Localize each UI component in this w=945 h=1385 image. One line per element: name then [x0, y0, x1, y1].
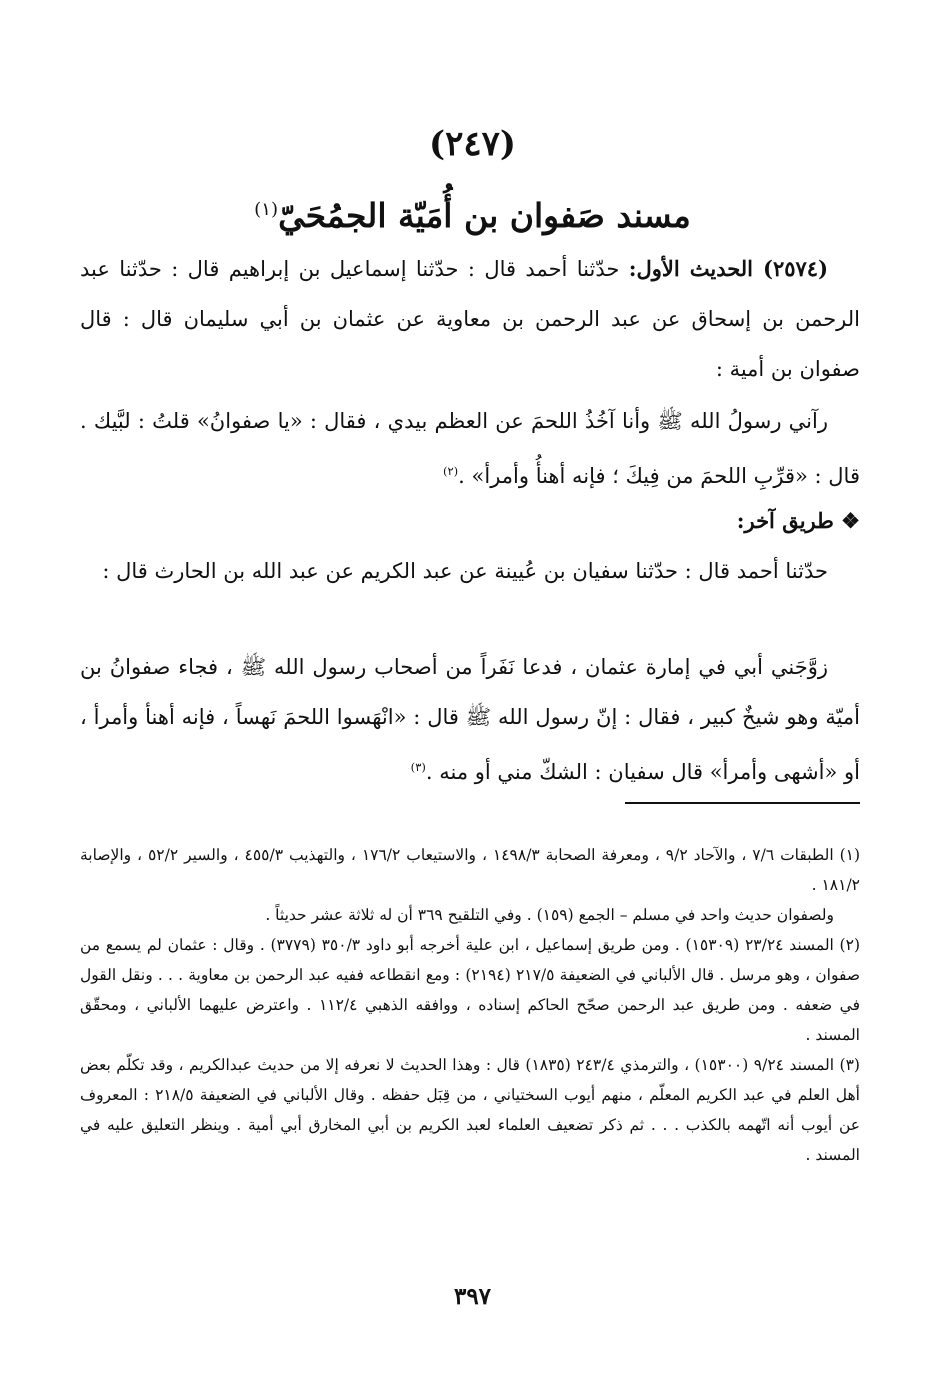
- hadith-1-chain: [80, 244, 860, 394]
- hadith-1-lead: (٢٥٧٤) الحديث الأول:: [628, 256, 829, 281]
- chapter-number: (٢٤٧): [429, 124, 516, 164]
- hadith-1-matn: [80, 396, 860, 501]
- footnote-2: (٢) المسند ٢٣/٢٤ (١٥٣٠٩) . ومن طريق إسماعيل ، ابن علية أخرجه أبو داود ٣٥٠/٣ (٣٧٧٩) . وقال : عثمان لم يسمع من صفوان ، وهو مرسل . قال الألباني في الضعيفة ٢١٧/٥ (٢١٩٤) : ومع انقطاعه ففيه عبد الرحمن بن معاوية . . . ونقل القول في ضعفه . ومن طريق عبد الرحمن صحّح الحاكم إسناده ، ووافقه الذهبي ١١٢/٤ . واعترض عليهما الألباني ، ومحقّق المسند .: [80, 936, 860, 1044]
- footnote-3: (٣) المسند ٩/٢٤ (١٥٣٠٠) ، والترمذي ٢٤٣/٤ (١٨٣٥) قال : وهذا الحديث لا نعرفه إلا من حديث عبدالكريم ، وقد تكلّم بعض أهل العلم في عبد الكريم المعلّم ، منهم أيوب السختياني ، من قِبَل حفظه . وقال الألباني في الضعيفة ٢١٨/٥ : المعروف عن أيوب أنه اتّهمه بالكذب . . . ثم ذكر تضعيف العلماء لعبد الكريم بن أبي المخارق أبي أمية . وينظر التعليق عليه في المسند .: [80, 1056, 860, 1164]
- chapter-title: [0, 186, 945, 240]
- footnotes: [80, 840, 860, 1170]
- hadith-1-footnote-marker: (٢): [442, 464, 459, 478]
- footnote-divider: [625, 802, 860, 804]
- route-heading: ❖ طريق آخر:: [736, 508, 860, 533]
- hadith-1-chain-text: حدّثنا أحمد قال : حدّثنا إسماعيل بن إبراهيم قال : حدّثنا عبد الرحمن بن إسحاق عن عبد الرحمن بن معاوية عن عثمان بن أبي سليمان قال : قال صفوان بن أمية :: [80, 257, 860, 381]
- footnote-1-continuation: ولصفوان حديث واحد في مسلم – الجمع (١٥٩) . وفي التلقيح ٣٦٩ أن له ثلاثة عشر حديثاً .: [265, 906, 834, 924]
- hadith-1-matn-text: رآني رسولُ الله ﷺ وأنا آخُذُ اللحمَ عن العظم بيدي ، فقال : «يا صفوانُ» قلتُ : لبَّيك . قال : «قرِّبِ اللحمَ من فِيكَ ؛ فإنه أهنأُ وأمرأ» .: [80, 409, 860, 488]
- chapter-title-text: مسند صَفوان بن أُمَيّة الجمُحَيّ: [278, 196, 691, 235]
- route-heading-block: [80, 496, 860, 546]
- route-footnote-marker: (٣): [410, 760, 426, 774]
- footnote-1: (١) الطبقات ٧/٦ ، والآحاد ٩/٢ ، ومعرفة الصحابة ١٤٩٨/٣ ، والاستيعاب ١٧٦/٢ ، والتهذيب ٤٥٥/٣ ، والسير ٥٢/٢ ، والإصابة ١٨١/٢ .: [80, 846, 861, 894]
- route-matn: [80, 642, 860, 797]
- route-matn-text: زوَّجَني أبي في إمارة عثمان ، فدعا نَفَراً من أصحاب رسول الله ﷺ ، فجاء صفوانُ بن أميّة وهو شيخٌ كبير ، فقال : إنّ رسول الله ﷺ قال : «انْهَسوا اللحمَ نَهساً ، فإنه أهنأ وأمرأ ، أو «أشهى وأمرأ» قال سفيان : الشكّ مني أو منه .: [80, 655, 860, 784]
- route-chain: [80, 546, 860, 596]
- page-number: ٣٩٧: [453, 1283, 492, 1310]
- chapter-title-footnote-marker: (١): [254, 199, 279, 220]
- route-chain-text: حدّثنا أحمد قال : حدّثنا سفيان بن عُيينة عن عبد الكريم عن عبد الله بن الحارث قال :: [102, 559, 828, 583]
